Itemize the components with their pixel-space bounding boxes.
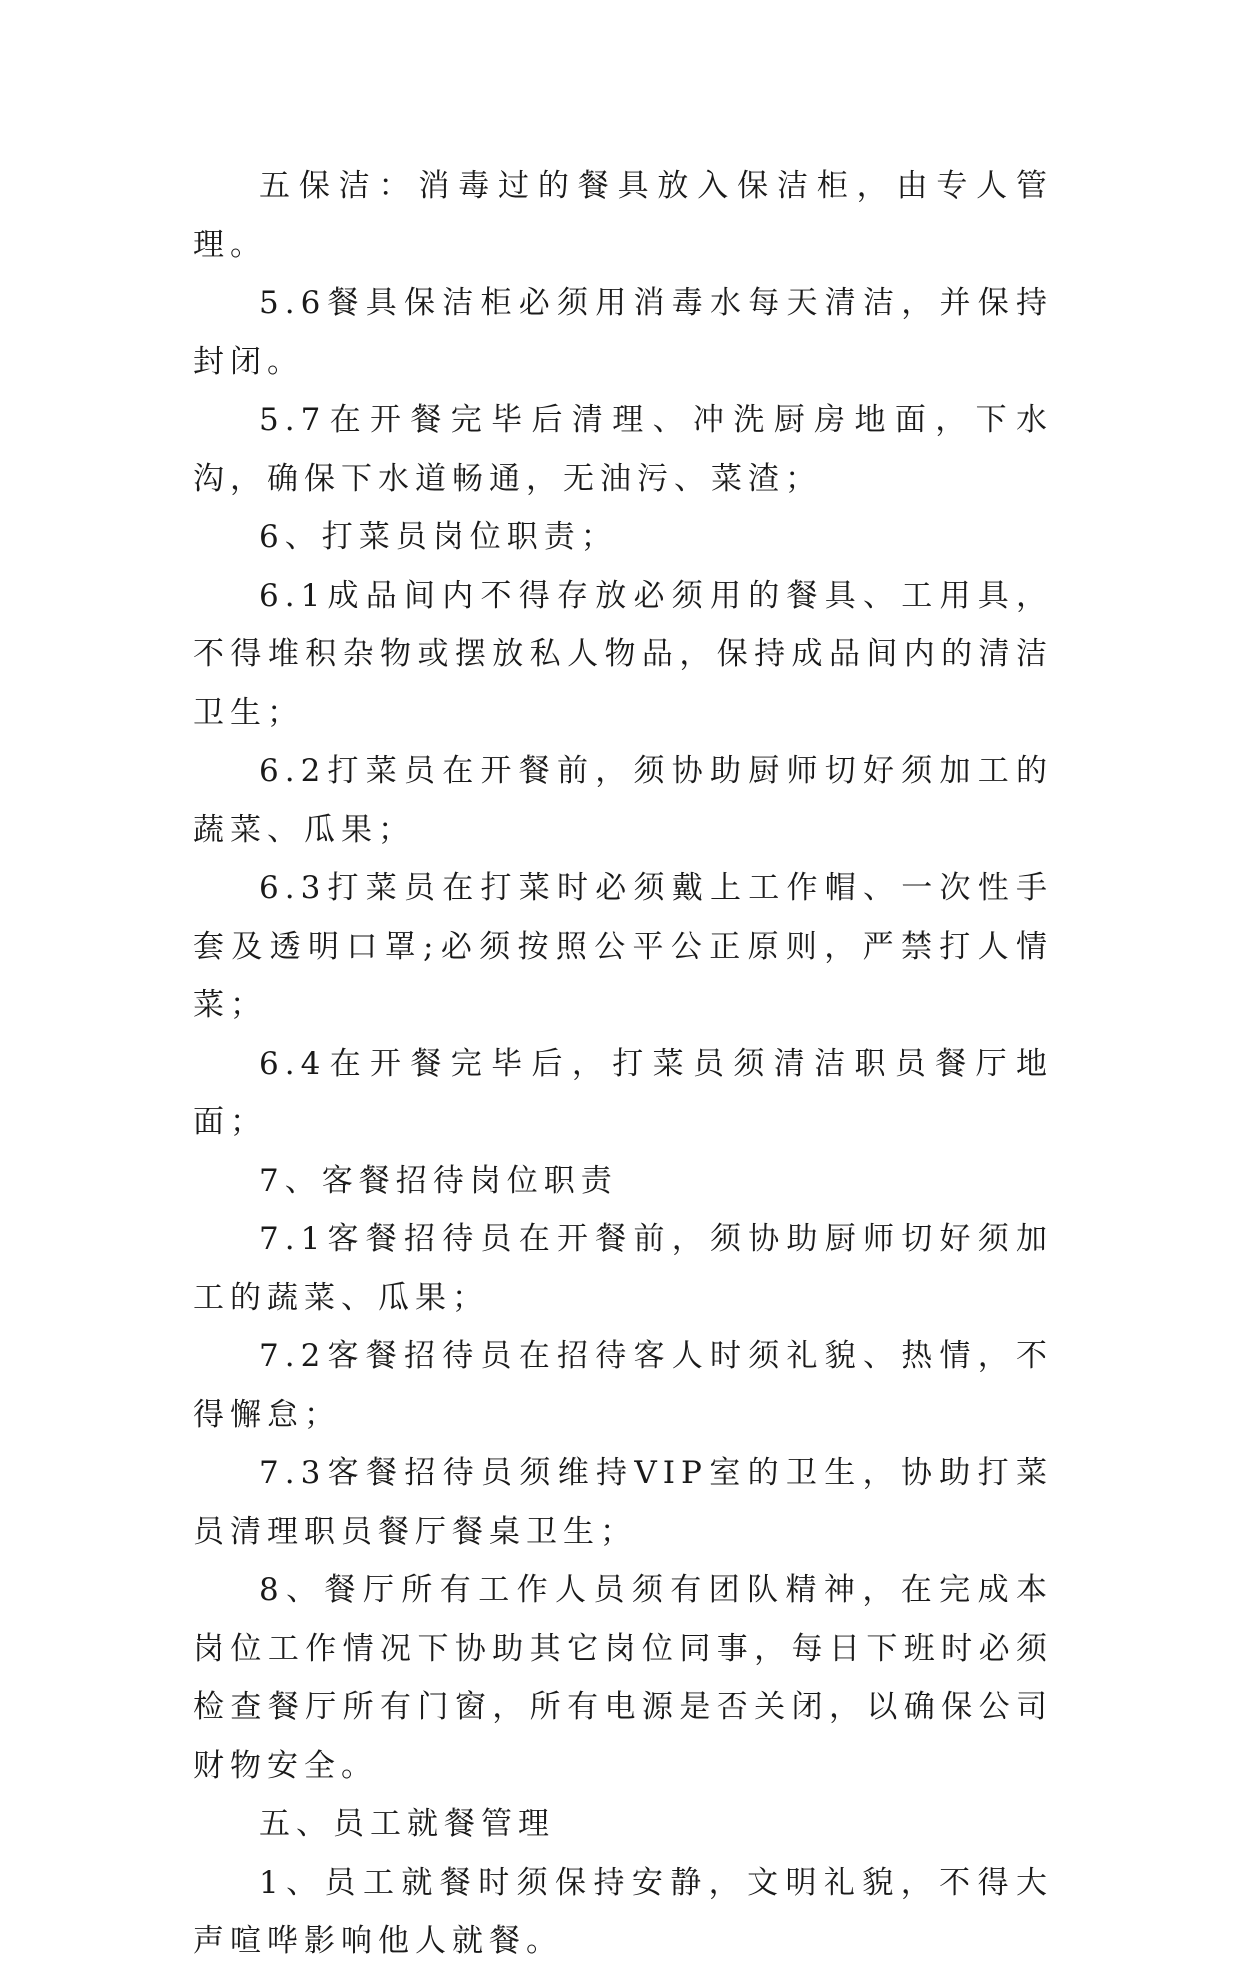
paragraph-12: 7.3客餐招待员须维持VIP室的卫生，协助打菜员清理职员餐厅餐桌卫生； <box>193 1455 1053 1550</box>
paragraph-1: 五保洁：消毒过的餐具放入保洁柜，由专人管理。 <box>193 168 1053 263</box>
paragraph-5: 6.1成品间内不得存放必须用的餐具、工用具，不得堆积杂物或摆放私人物品，保持成品间内的清洁卫生； <box>193 577 1053 731</box>
paragraph-11: 7.2客餐招待员在招待客人时须礼貌、热情，不得懈怠； <box>193 1338 1053 1433</box>
paragraph-15: 1、员工就餐时须保持安静，文明礼貌，不得大声喧哗影响他人就餐。 <box>193 1864 1053 1959</box>
paragraph-10: 7.1客餐招待员在开餐前，须协助厨师切好须加工的蔬菜、瓜果； <box>193 1221 1053 1316</box>
paragraph-8: 6.4在开餐完毕后，打菜员须清洁职员餐厅地面； <box>193 1045 1053 1140</box>
document-body <box>193 157 1053 1971</box>
paragraph-13: 8、餐厅所有工作人员须有团队精神，在完成本岗位工作情况下协助其它岗位同事，每日下班时必须检查餐厅所有门窗，所有电源是否关闭，以确保公司财物安全。 <box>193 1572 1053 1784</box>
paragraph-4: 6、打菜员岗位职责； <box>259 519 618 555</box>
paragraph-7: 6.3打菜员在打菜时必须戴上工作帽、一次性手套及透明口罩;必须按照公平公正原则，严禁打人情菜； <box>193 870 1053 1023</box>
paragraph-14: 五、员工就餐管理 <box>259 1806 555 1842</box>
paragraph-2: 5.6餐具保洁柜必须用消毒水每天清洁，并保持封闭。 <box>193 285 1053 380</box>
paragraph-6: 6.2打菜员在开餐前，须协助厨师切好须加工的蔬菜、瓜果； <box>193 753 1053 848</box>
paragraph-9: 7、客餐招待岗位职责 <box>259 1162 618 1199</box>
paragraph-3: 5.7在开餐完毕后清理、冲洗厨房地面，下水沟，确保下水道畅通，无油污、菜渣； <box>193 402 1053 497</box>
